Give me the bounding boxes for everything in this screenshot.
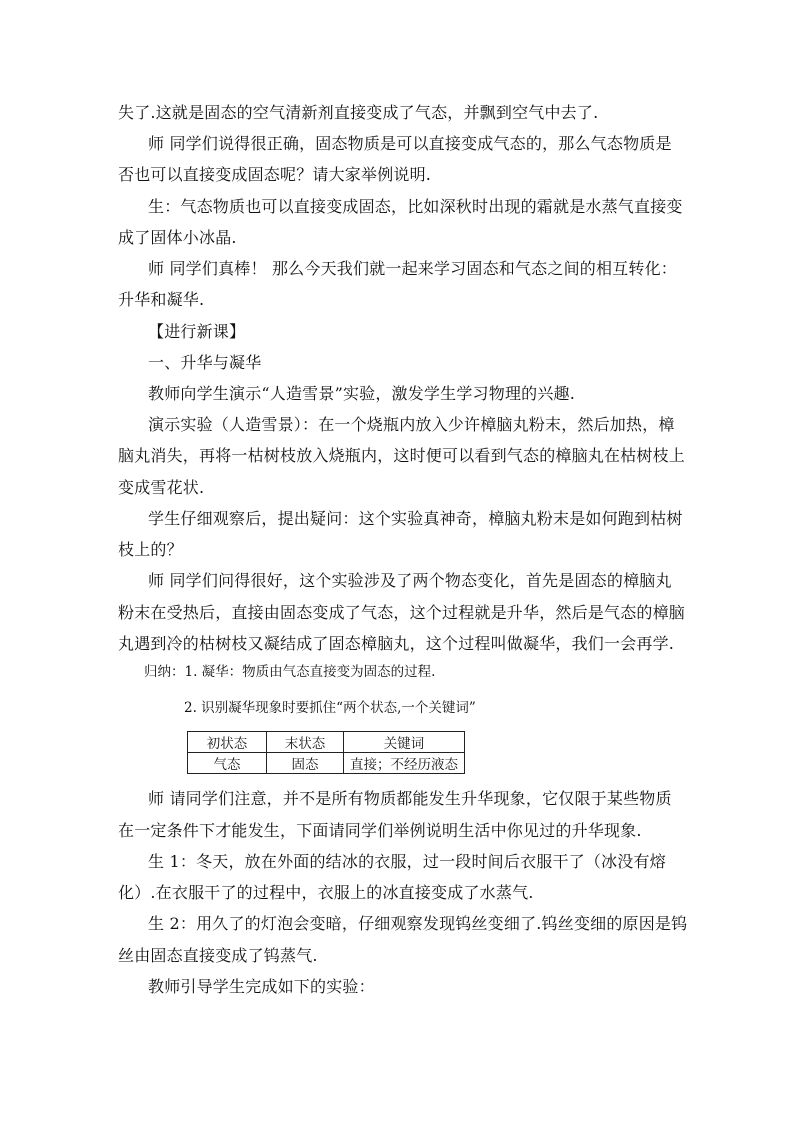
paragraph-line: 师 同学们问得很好，这个实验涉及了两个物态变化，首先是固态的樟脑丸 [148,571,672,590]
table-row [188,732,465,753]
paragraph-line: 否也可以直接变成固态呢？请大家举例说明. [118,165,432,184]
paragraph-line: 演示实验（人造雪景）：在一个烧瓶内放入少许樟脑丸粉末，然后加热，樟 [148,415,675,434]
paragraph-line: 成了固体小冰晶. [118,228,237,247]
paragraph-line: 化）.在衣服干了的过程中，衣服上的冰直接变成了水蒸气. [118,883,534,902]
table-cell: 直接；不经历液态 [344,753,465,774]
paragraph-line: 教师向学生演示“人造雪景”实验，激发学生学习物理的兴趣. [148,384,576,403]
paragraph-line: 在一定条件下才能发生，下面请同学们举例说明生活中你见过的升华现象. [118,821,642,840]
summary-line: 2. 识别凝华现象时要抓住“两个状态,一个关键词” [184,700,476,716]
paragraph-line: 生：气态物质也可以直接变成固态，比如深秋时出现的霜就是水蒸气直接变 [148,197,683,216]
state-table [187,731,465,774]
table-header-cell: 末状态 [267,732,344,753]
paragraph-line: 丝由固态直接变成了钨蒸气. [118,946,318,965]
paragraph-line: 粉末在受热后，直接由固态变成了气态，这个过程就是升华，然后是气态的樟脑 [118,603,686,622]
paragraph-line: 学生仔细观察后，提出疑问：这个实验真神奇，樟脑丸粉末是如何跑到枯树 [148,509,683,528]
section-heading: 【进行新课】 [148,322,246,341]
table-header-cell: 关键词 [344,732,465,753]
paragraph-line: 教师引导学生完成如下的实验： [148,977,375,996]
paragraph-line: 生 1：冬天，放在外面的结冰的衣服，过一段时间后衣服干了（冰没有熔 [148,852,666,871]
paragraph-line: 升华和凝华. [118,290,205,309]
paragraph-line: 丸遇到冷的枯树枝又凝结成了固态樟脑丸，这个过程叫做凝华，我们一会再学. [118,634,675,653]
table-cell: 固态 [267,753,344,774]
paragraph-line: 师 同学们真棒！ 那么今天我们就一起来学习固态和气态之间的相互转化： [148,259,677,278]
paragraph-line: 枝上的？ [118,540,183,559]
paragraph-line: 变成雪花状. [118,478,205,497]
paragraph-line: 师 同学们说得很正确，固态物质是可以直接变成气态的，那么气态物质是 [148,134,672,153]
table-header-cell: 初状态 [188,732,267,753]
section-subheading: 一、升华与凝华 [148,353,262,372]
table-row [188,753,465,774]
paragraph-line: 生 2：用久了的灯泡会变暗，仔细观察发现钨丝变细了.钨丝变细的原因是钨 [148,914,688,933]
summary-line: 归纳：1. 凝华：物质由气态直接变为固态的过程. [144,664,436,680]
paragraph-line: 脑丸消失，再将一枯树枝放入烧瓶内，这时便可以看到气态的樟脑丸在枯树枝上 [118,446,686,465]
table-cell: 气态 [188,753,267,774]
paragraph-line: 失了.这就是固态的空气清新剂直接变成了气态，并飘到空气中去了. [118,103,599,122]
paragraph-line: 师 请同学们注意，并不是所有物质都能发生升华现象，它仅限于某些物质 [148,789,672,808]
